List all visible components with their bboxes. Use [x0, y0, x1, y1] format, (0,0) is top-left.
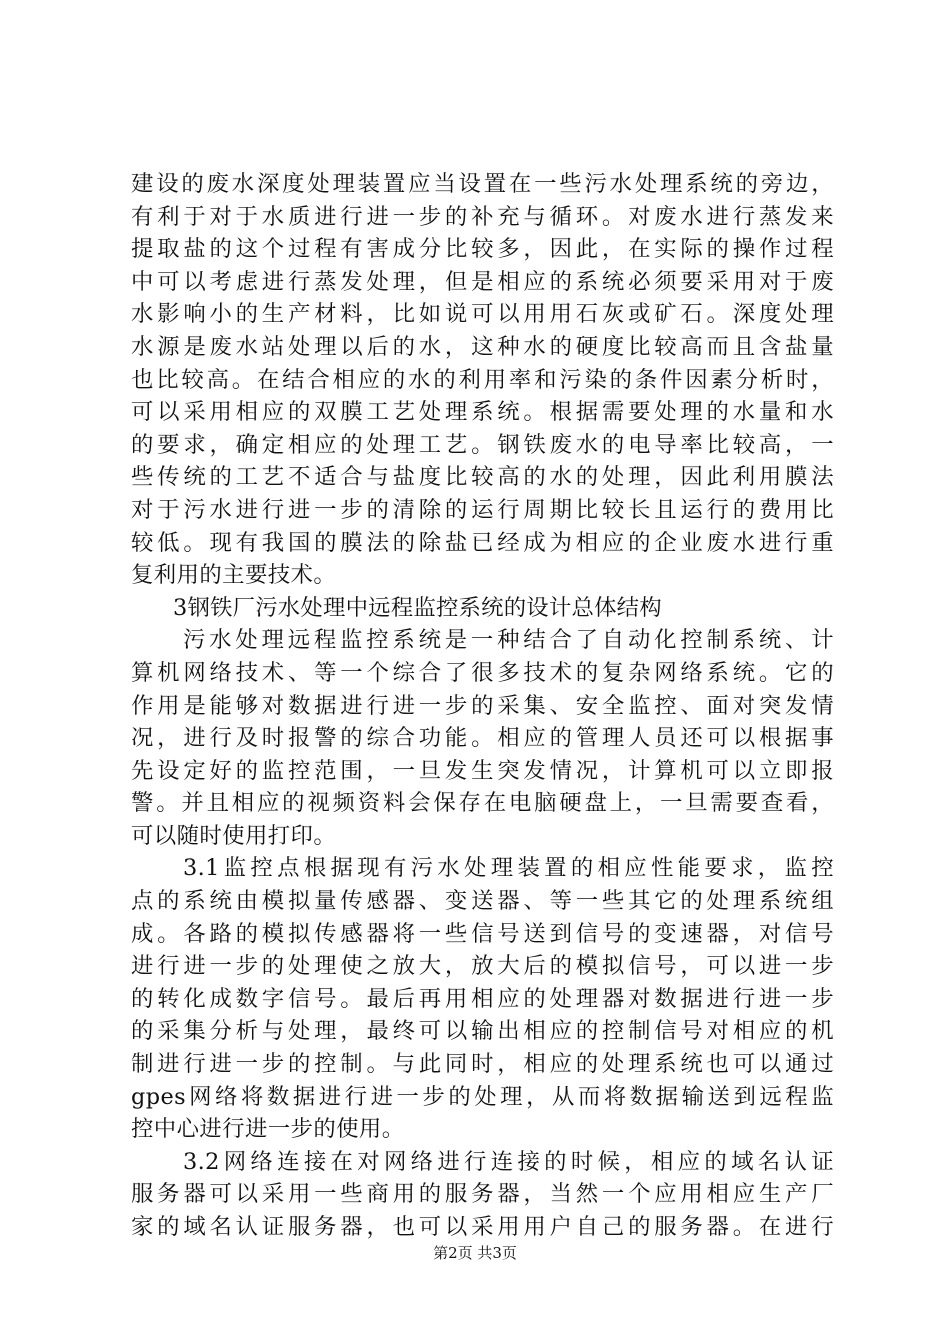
text-line: 污水处理远程监控系统是一种结合了自动化控制系统、计 — [183, 627, 834, 654]
text-line: 控中心进行进一步的使用。 — [131, 1116, 405, 1143]
page-footer: 第2页 共3页 — [433, 1244, 517, 1262]
text-line: 提取盐的这个过程有害成分比较多，因此，在实际的操作过程 — [131, 236, 834, 263]
section-heading: 3钢铁厂污水处理中远程监控系统的设计总体结构 — [173, 594, 662, 621]
text-line: 较低。现有我国的膜法的除盐已经成为相应的企业废水进行重 — [131, 529, 834, 556]
text-line: 可以随时使用打印。 — [131, 822, 337, 849]
text-line: 也比较高。在结合相应的水的利用率和污染的条件因素分析时， — [131, 366, 834, 393]
text-line: 进行进一步的处理使之放大，放大后的模拟信号，可以进一步 — [131, 953, 834, 980]
text-line: 的采集分析与处理，最终可以输出相应的控制信号对相应的机 — [131, 1018, 834, 1045]
text-line: 的转化成数字信号。最后再用相应的处理器对数据进行进一步 — [131, 985, 834, 1012]
text-line: 警。并且相应的视频资料会保存在电脑硬盘上，一旦需要查看， — [131, 790, 834, 817]
text-line: 制进行进一步的控制。与此同时，相应的处理系统也可以通过 — [131, 1051, 834, 1078]
text-line: 况，进行及时报警的综合功能。相应的管理人员还可以根据事 — [131, 725, 834, 752]
text-line: 成。各路的模拟传感器将一些信号送到信号的变速器，对信号 — [131, 920, 834, 947]
text-line: 算机网络技术、等一个综合了很多技术的复杂网络系统。它的 — [131, 659, 834, 686]
text-line: 中可以考虑进行蒸发处理，但是相应的系统必须要采用对于废 — [131, 268, 834, 295]
text-line: 有利于对于水质进行进一步的补充与循环。对废水进行蒸发来 — [131, 203, 834, 230]
text-line: 些传统的工艺不适合与盐度比较高的水的处理，因此利用膜法 — [131, 464, 834, 491]
text-line: 水影响小的生产材料，比如说可以用用石灰或矿石。深度处理 — [131, 301, 834, 328]
body-text — [131, 168, 834, 1244]
text-line: 服务器可以采用一些商用的服务器，当然一个应用相应生产厂 — [131, 1181, 834, 1208]
text-line: 水源是废水站处理以后的水，这种水的硬度比较高而且含盐量 — [131, 333, 834, 360]
text-line: 建设的废水深度处理装置应当设置在一些污水处理系统的旁边， — [131, 171, 834, 197]
text-line: 的要求，确定相应的处理工艺。钢铁废水的电导率比较高，一 — [131, 431, 834, 458]
text-line: 先设定好的监控范围，一旦发生突发情况，计算机可以立即报 — [131, 757, 834, 784]
text-line: gpes网络将数据进行进一步的处理，从而将数据输送到远程监 — [131, 1083, 834, 1110]
text-line: 作用是能够对数据进行进一步的采集、安全监控、面对突发情 — [131, 692, 834, 719]
text-line: 可以采用相应的双膜工艺处理系统。根据需要处理的水量和水 — [131, 399, 834, 426]
subsection-line: 3.2网络连接在对网络进行连接的时候，相应的域名认证 — [183, 1148, 834, 1175]
text-line: 点的系统由模拟量传感器、变送器、等一些其它的处理系统组 — [131, 888, 834, 915]
text-line: 对于污水进行进一步的清除的运行周期比较长且运行的费用比 — [131, 496, 834, 523]
text-line: 复利用的主要技术。 — [131, 562, 337, 589]
text-line: 家的域名认证服务器，也可以采用用户自己的服务器。在进行 — [131, 1214, 834, 1240]
subsection-line: 3.1监控点根据现有污水处理装置的相应性能要求，监控 — [183, 855, 834, 882]
